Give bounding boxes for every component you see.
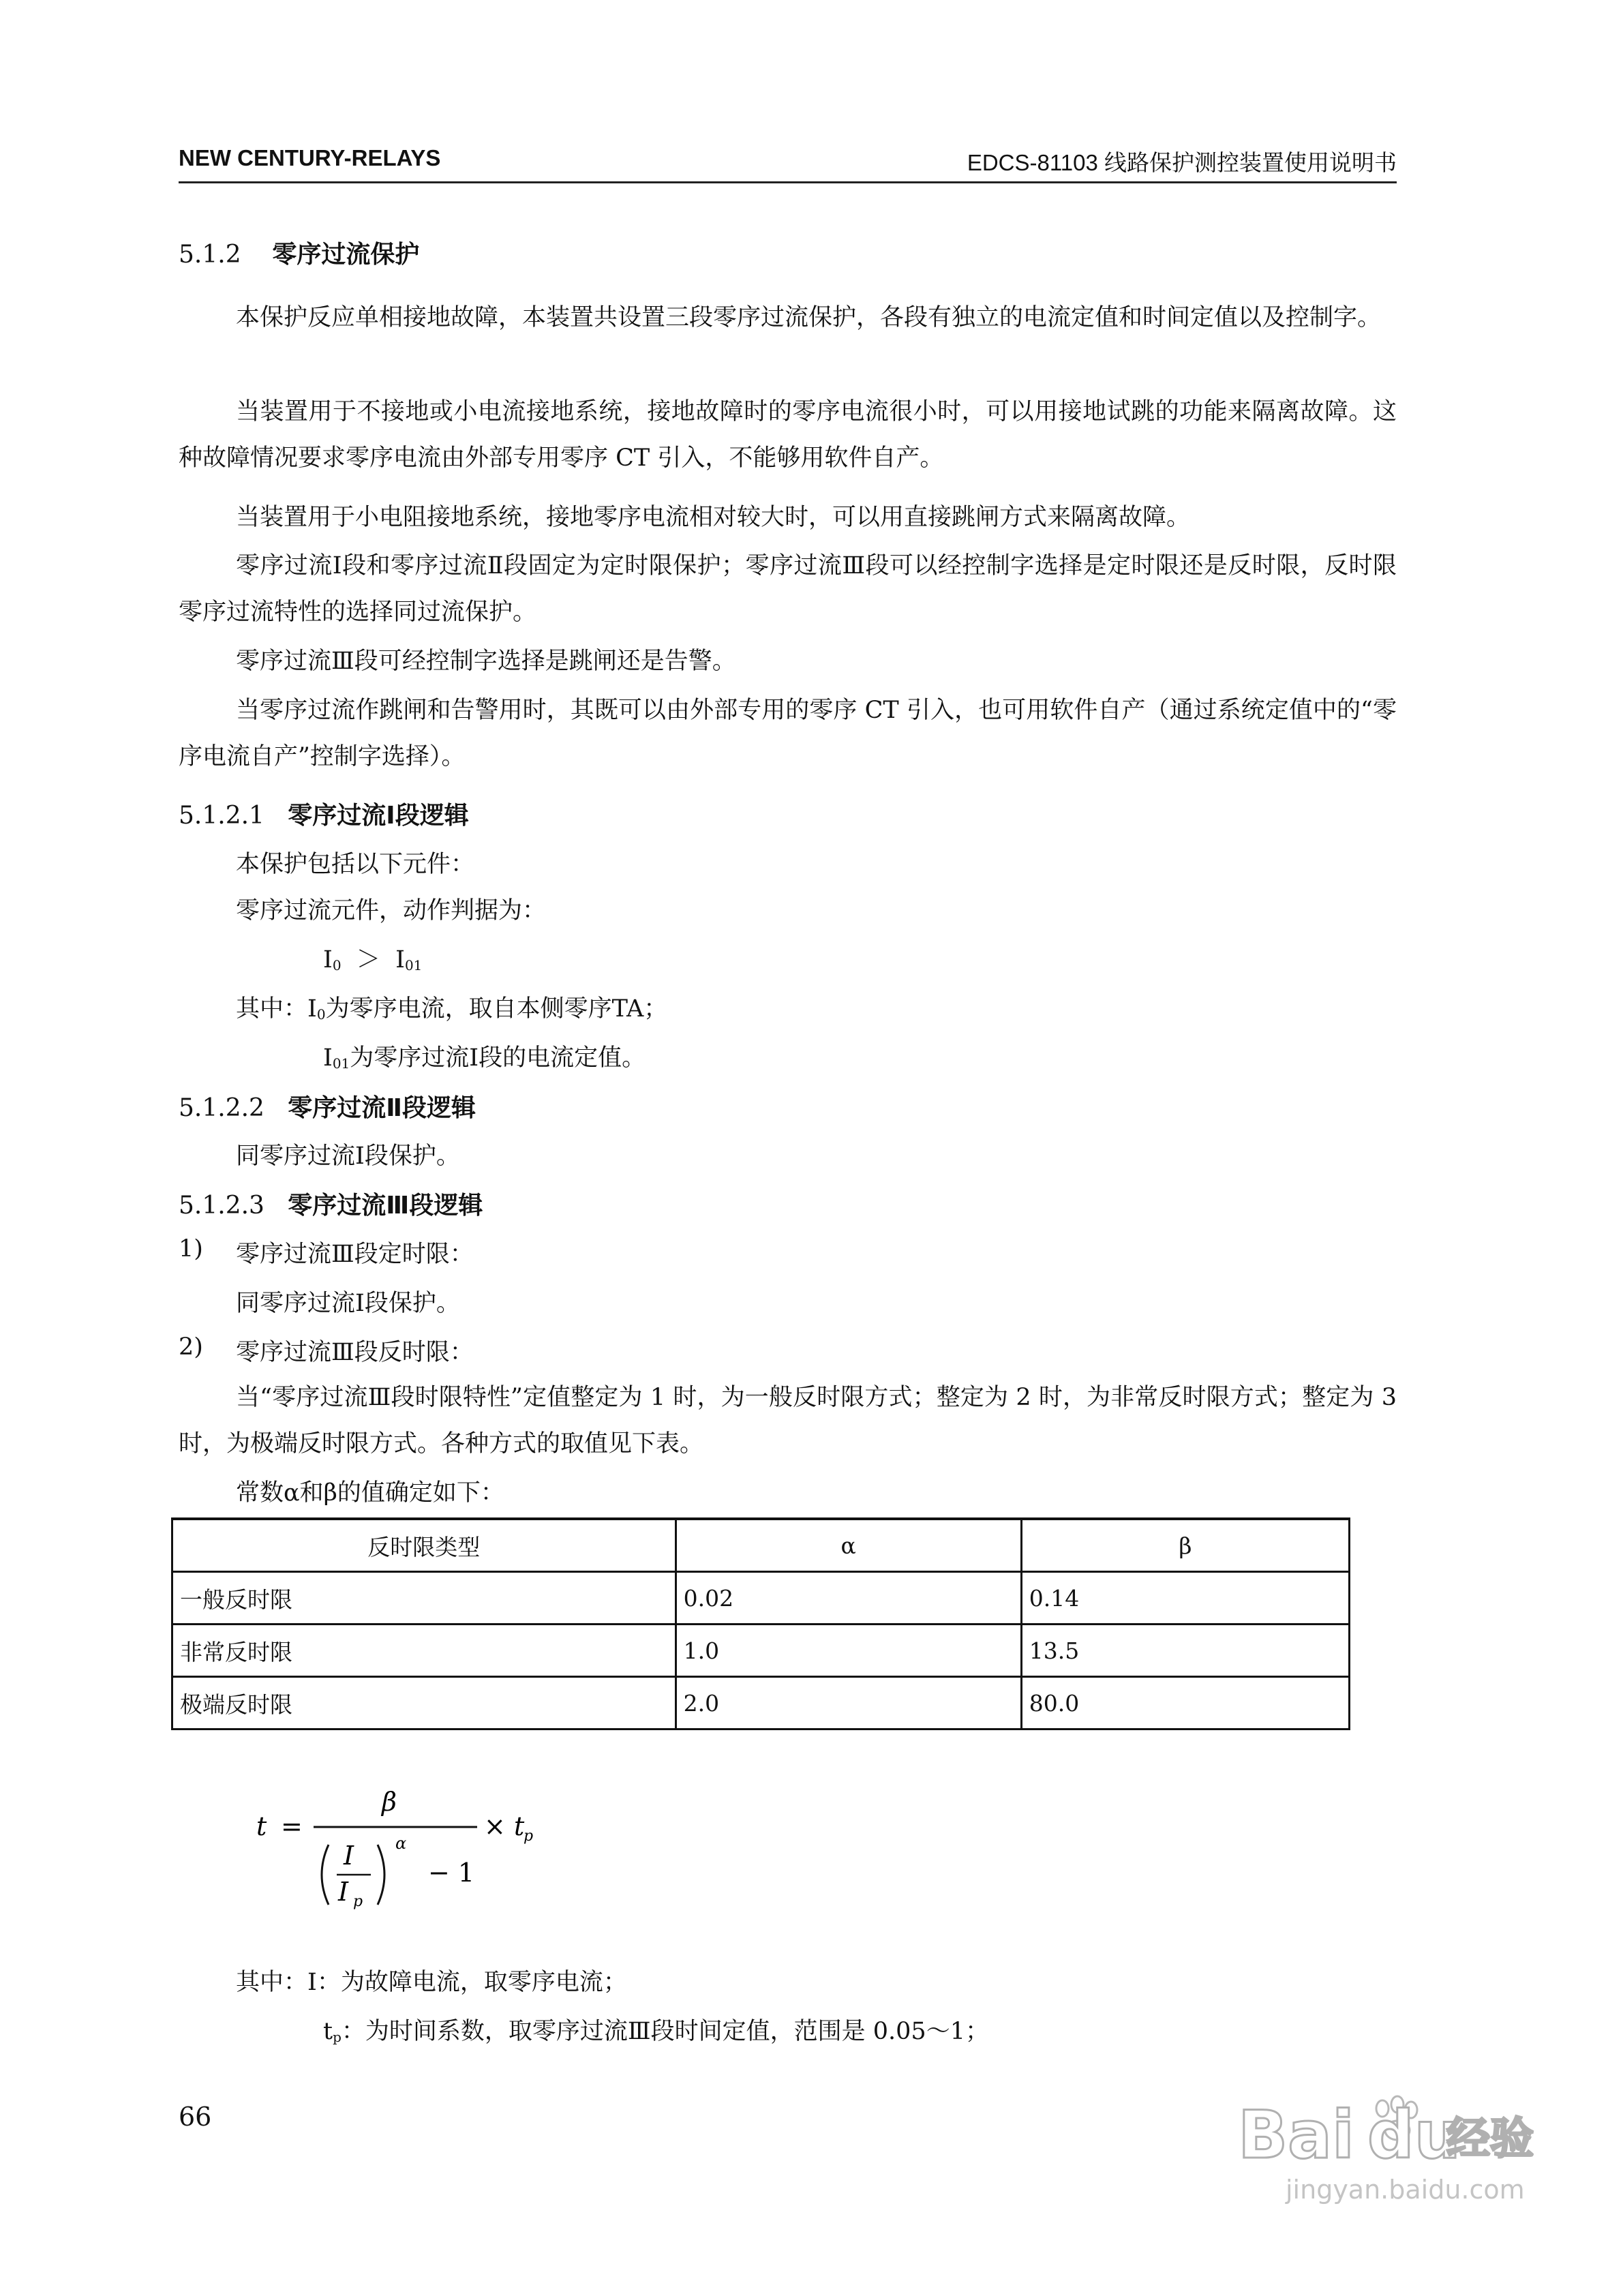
formula-p: p <box>353 1893 363 1910</box>
formula-left-paren <box>322 1845 329 1905</box>
where2-sub: 01 <box>332 1055 350 1072</box>
list-item-1: 零序过流Ⅲ段定时限： <box>236 1241 474 1268</box>
table-cell: 极端反时限 <box>172 1677 676 1729</box>
where-line-1 <box>236 990 667 1024</box>
notes-line-2-text: ：为时间系数，取零序过流Ⅲ段时间定值，范围是 0.05～1； <box>341 2018 989 2045</box>
table-header-beta: β <box>1021 1519 1349 1572</box>
table-header-type: 反时限类型 <box>172 1519 676 1572</box>
notes-line-1: 其中：I：为故障电流，取零序电流； <box>236 1969 627 1996</box>
table-cell: 0.14 <box>1021 1572 1349 1625</box>
paragraph-3: 当装置用于小电阻接地系统，接地零序电流相对较大时，可以用直接跳闸方式来隔离故障。 <box>236 504 1191 531</box>
subsection-2-heading <box>179 1089 476 1123</box>
subsection-1-heading <box>179 796 469 831</box>
watermark-du: du <box>1367 2097 1461 2173</box>
criterion-sub-0: 0 <box>332 957 342 973</box>
list-item-1-body: 同零序过流Ⅰ段保护。 <box>236 1290 460 1317</box>
table-cell: 2.0 <box>676 1677 1021 1729</box>
table-cell: 13.5 <box>1021 1625 1349 1677</box>
formula-beta: β <box>382 1787 397 1817</box>
criterion-I0: I <box>323 946 333 973</box>
sub1-line2: 零序过流元件，动作判据为： <box>236 897 547 924</box>
where-line-2 <box>323 1039 646 1073</box>
formula-right-paren <box>378 1845 384 1905</box>
subsection-1-title: 零序过流Ⅰ段逻辑 <box>288 802 469 830</box>
where2-I: I <box>323 1044 333 1072</box>
notes-tp: t <box>323 2018 333 2045</box>
table-row <box>172 1677 1350 1729</box>
constants-line: 常数α和β的值确定如下： <box>236 1479 504 1507</box>
subsection-3-heading <box>179 1186 483 1221</box>
subsection-3-title: 零序过流Ⅲ段逻辑 <box>288 1192 483 1220</box>
subsection-2-number: 5.1.2.2 <box>179 1094 264 1122</box>
criterion-gt: ＞ <box>356 946 380 973</box>
page-number: 66 <box>179 2102 212 2132</box>
watermark-bai: Bai <box>1238 2097 1354 2173</box>
watermark-url: jingyan.baidu.com <box>1286 2175 1525 2205</box>
formula-tp: t <box>514 1811 525 1841</box>
where-prefix: 其中：I <box>236 995 317 1023</box>
formula-tp-sub: p <box>524 1828 534 1845</box>
formula-Ip: I <box>338 1877 349 1907</box>
table-cell: 1.0 <box>676 1625 1021 1677</box>
table-cell: 0.02 <box>676 1572 1021 1625</box>
table-row <box>172 1572 1350 1625</box>
where-text-2: 为零序过流Ⅰ段的电流定值。 <box>350 1044 646 1072</box>
sub2-line1: 同零序过流Ⅰ段保护。 <box>236 1143 460 1170</box>
formula-minus-one: − 1 <box>428 1858 475 1888</box>
section-title: 零序过流保护 <box>272 241 420 269</box>
inverse-time-table <box>171 1517 1350 1730</box>
formula-t: t <box>256 1811 267 1841</box>
subsection-1-number: 5.1.2.1 <box>179 802 264 830</box>
paragraph-4: 零序过流Ⅰ段和零序过流Ⅱ段固定为定时限保护；零序过流Ⅲ段可以经控制字选择是定时限还是反时限，反时限零序过流特性的选择同过流保护。 <box>179 552 1397 626</box>
formula-equals: = <box>281 1811 303 1841</box>
table-cell: 非常反时限 <box>172 1625 676 1677</box>
list-item-2-number: 2) <box>179 1333 203 1361</box>
paragraph-1: 本保护反应单相接地故障，本装置共设置三段零序过流保护，各段有独立的电流定值和时间定值以及控制字。 <box>236 304 1382 331</box>
subsection-3-number: 5.1.2.3 <box>179 1192 264 1220</box>
section-number: 5.1.2 <box>179 241 241 269</box>
header-document-title: EDCS-81103 线路保护测控装置使用说明书 <box>967 150 1397 175</box>
paragraph-5: 零序过流Ⅲ段可经控制字选择是跳闸还是告警。 <box>236 648 736 675</box>
list-item-2-paragraph: 当“零序过流Ⅲ段时限特性”定值整定为 1 时，为一般反时限方式；整定为 2 时，为非常反时限方式；整定为 3 时，为极端反时限方式。各种方式的取值见下表。 <box>179 1384 1397 1457</box>
criterion-inequality <box>323 941 422 975</box>
notes-tp-sub: p <box>333 2029 342 2045</box>
table-cell: 80.0 <box>1021 1677 1349 1729</box>
list-item-2: 零序过流Ⅲ段反时限： <box>236 1339 474 1366</box>
subsection-2-title: 零序过流Ⅱ段逻辑 <box>288 1094 476 1122</box>
inverse-time-formula <box>252 1759 607 1936</box>
paragraph-6: 当零序过流作跳闸和告警用时，其既可以由外部专用的零序 CT 引入，也可用软件自产（通过系统定值中的“零序电流自产”控制字选择）。 <box>179 697 1397 770</box>
notes-line-2 <box>323 2012 989 2046</box>
where-text-1: 为零序电流，取自本侧零序TA； <box>325 995 668 1023</box>
formula-I: I <box>344 1841 354 1871</box>
table-row <box>172 1625 1350 1677</box>
table-header-alpha: α <box>676 1519 1021 1572</box>
criterion-sub-01: 01 <box>404 957 423 973</box>
list-item-1-number: 1) <box>179 1235 203 1263</box>
formula-alpha: α <box>395 1834 407 1853</box>
where-sub-0: 0 <box>316 1006 326 1023</box>
table-header-row <box>172 1519 1350 1572</box>
section-heading <box>179 235 419 270</box>
watermark-jingyan: 经验 <box>1446 2114 1534 2164</box>
criterion-I01: I <box>395 946 405 973</box>
header-rule <box>179 181 1397 183</box>
header-brand: NEW CENTURY-RELAYS <box>179 145 441 170</box>
paragraph-2: 当装置用于不接地或小电流接地系统，接地故障时的零序电流很小时，可以用接地试跳的功能来隔离故障。这种故障情况要求零序电流由外部专用零序 CT 引入，不能够用软件自产。 <box>179 398 1397 472</box>
formula-times: × <box>484 1811 506 1841</box>
baidu-jingyan-watermark <box>1231 2083 1545 2219</box>
table-cell: 一般反时限 <box>172 1572 676 1625</box>
sub1-line1: 本保护包括以下元件： <box>236 851 475 878</box>
